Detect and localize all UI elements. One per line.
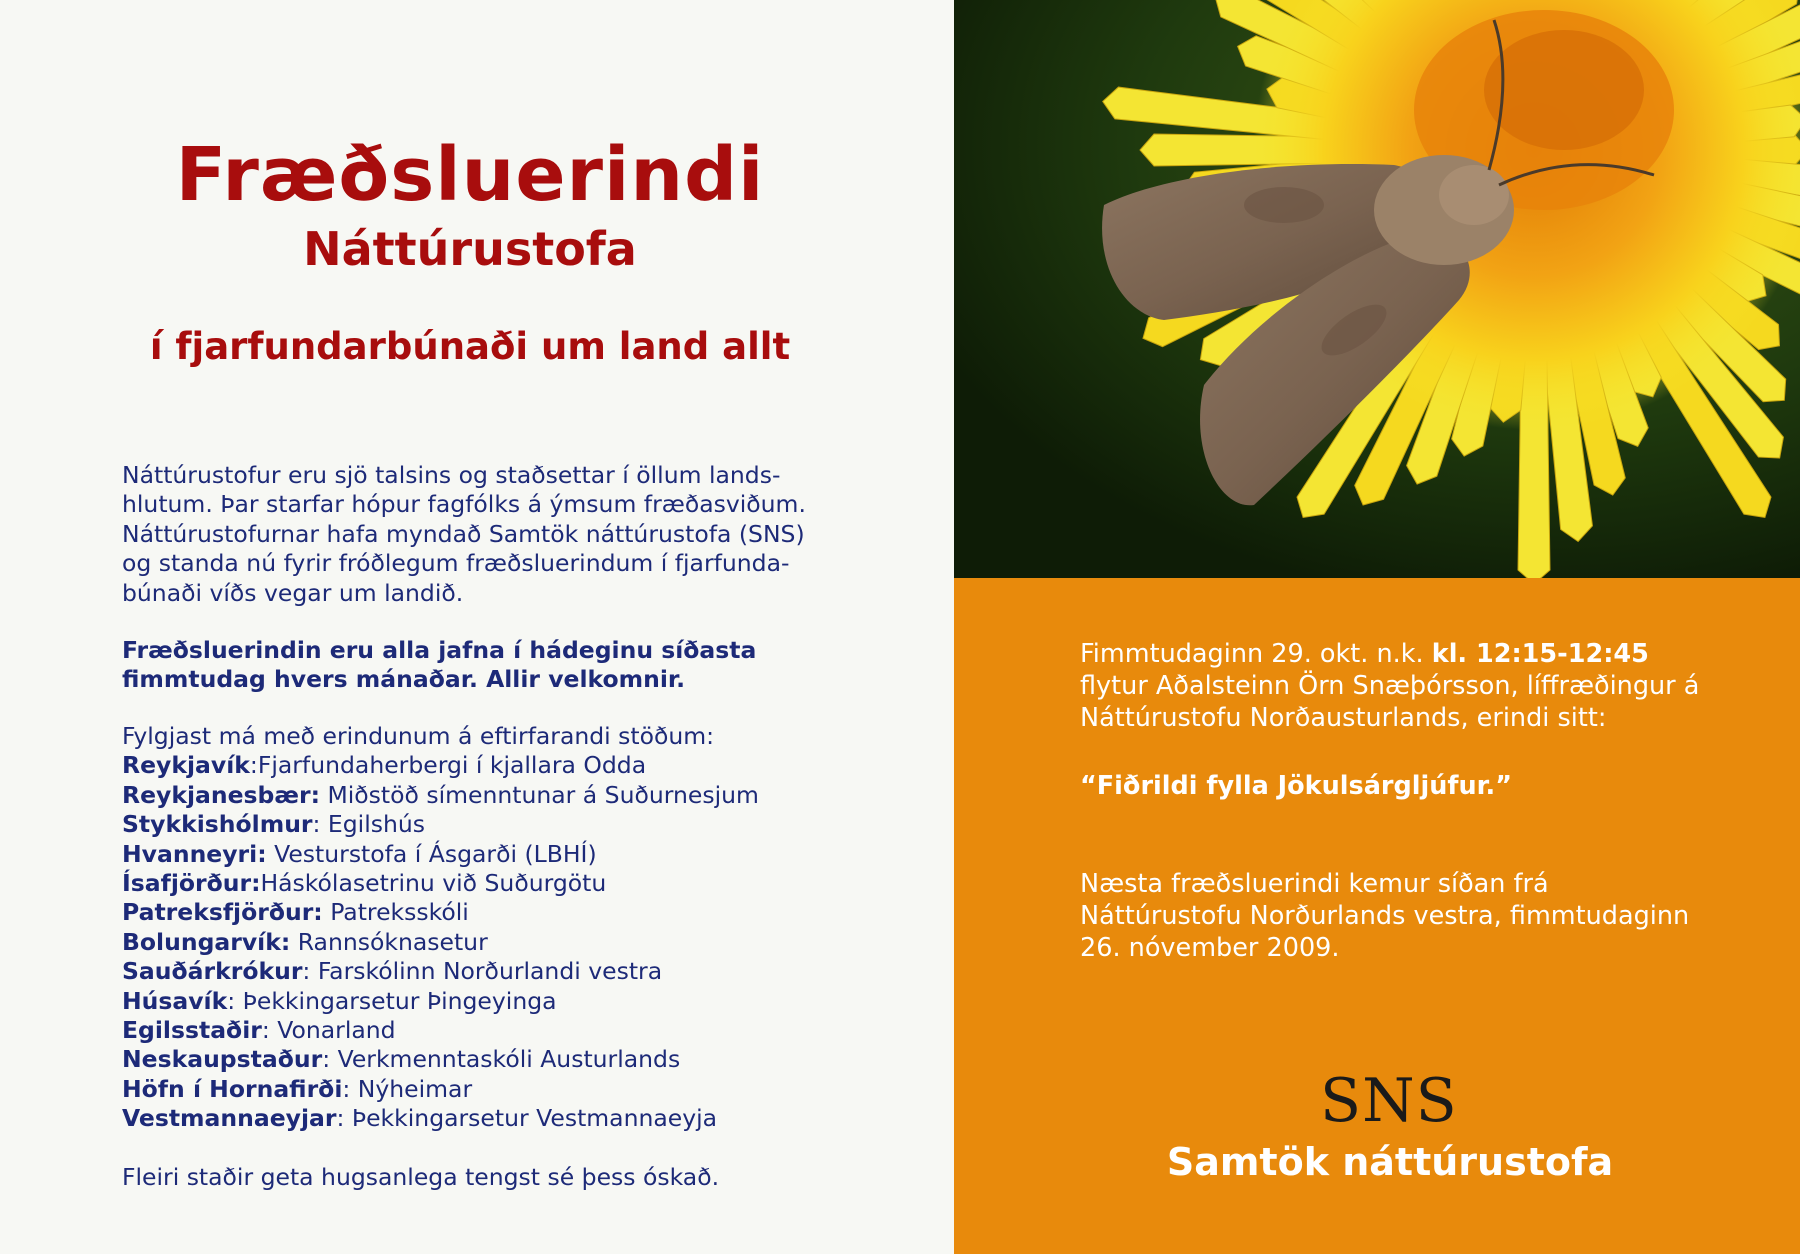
location-item [122,957,862,986]
talk-title: “Fiðrildi fylla Jökulsárgljúfur.” [1080,771,1512,801]
location-place: Höfn í Hornafirði [122,1074,343,1103]
org-name: Samtök náttúrustofa [1166,1140,1614,1184]
location-venue: Nýheimar [357,1074,473,1103]
location-venue: Háskólasetrinu við Suðurgötu [260,869,607,898]
location-place: Sauðárkrókur [122,957,303,986]
intro-line: Náttúrustofurnar hafa myndað Samtök náttúrustofa (SNS) [122,519,805,548]
locations-footer: Fleiri staðir geta hugsanlega tengst sé þess óskað. [122,1163,720,1191]
location-venue: Vonarland [277,1016,396,1045]
page-subtitle: Náttúrustofa [303,222,637,276]
location-item [122,928,862,957]
intro-line: og standa nú fyrir fróðlegum fræðsluerindum í fjarfunda- [122,549,790,578]
location-item [122,840,862,869]
photo-illustration [954,0,1800,578]
location-item [122,751,862,780]
location-sep: : [302,957,318,986]
location-place: Neskaupstaður [122,1045,323,1074]
location-venue: Fjarfundaherbergi í kjallara Odda [257,751,647,780]
location-place: Stykkishólmur [122,810,313,839]
location-venue: Miðstöð símenntunar á Suðurnesjum [327,780,759,809]
location-place: Ísafjörður: [122,869,261,898]
next-talk [1080,868,1780,964]
location-place: Patreksfjörður: [122,898,323,927]
location-sep: : [261,1016,278,1045]
event-host-line: Náttúrustofu Norðausturlands, erindi sitt: [1080,703,1607,733]
location-venue: Verkmenntaskóli Austurlands [337,1045,681,1074]
location-item [122,898,862,927]
event-date: Fimmtudaginn 29. okt. n.k. [1080,639,1432,669]
location-item [122,987,862,1016]
location-sep: : [312,810,328,839]
location-item [122,1075,862,1104]
event-time: kl. 12:15-12:45 [1431,639,1649,669]
location-place: Reykjanesbær: [122,780,320,809]
location-venue: Þekkingarsetur Vestmannaeyja [351,1104,718,1133]
location-venue: Patreksskóli [330,898,469,927]
location-item [122,1104,862,1133]
location-sep: : [336,1104,352,1133]
intro-line: hlutum. Þar starfar hópur fagfólks á ýmsum fræðasviðum. [122,490,806,519]
page-tagline: í fjarfundarbúnaði um land allt [149,325,791,368]
location-item [122,781,862,810]
location-item [122,810,862,839]
locations-heading: Fylgjast má með erindunum á eftirfarandi stöðum: [122,722,715,750]
schedule-paragraph [122,636,862,695]
moth-on-dandelion-photo [954,0,1800,578]
location-sep [290,928,297,956]
event-date-line [1080,638,1780,670]
location-venue: Vesturstofa í Ásgarði (LBHÍ) [274,839,597,868]
location-sep: : [227,986,243,1015]
location-item [122,1045,862,1074]
location-venue: Farskólinn Norðurlandi vestra [317,957,663,986]
location-sep [267,840,274,868]
intro-line: Náttúrustofur eru sjö talsins og staðsettar í öllum lands- [122,461,781,489]
event-speaker-line: flytur Aðalsteinn Örn Snæþórsson, líffræðingur á [1080,671,1700,701]
location-venue: Egilshús [327,810,426,839]
location-place: Bolungarvík: [122,927,291,956]
location-place: Húsavík [122,986,228,1015]
location-venue: Þekkingarsetur Þingeyinga [242,986,557,1015]
location-place: Egilsstaðir [122,1016,262,1045]
next-talk-line: Næsta fræðsluerindi kemur síðan frá [1080,869,1549,899]
location-place: Hvanneyri: [122,839,267,868]
location-place: Reykjavík [122,751,250,780]
next-talk-line: Náttúrustofu Norðurlands vestra, fimmtudaginn [1080,901,1690,931]
intro-line: búnaði víðs vegar um landið. [122,578,464,607]
schedule-line: Fræðsluerindin eru alla jafna í hádeginu síðasta [122,636,757,664]
intro-paragraph [122,461,862,608]
locations-list [122,722,862,1134]
location-item [122,869,862,898]
sns-logo: SNS [1320,1066,1458,1136]
next-talk-line: 26. nóvember 2009. [1080,933,1340,963]
event-details [1080,638,1780,734]
location-sep: : [249,751,258,780]
location-place: Vestmannaeyjar [122,1104,337,1133]
location-item [122,1016,862,1045]
schedule-line: fimmtudag hvers mánaðar. Allir velkomnir. [122,665,686,694]
page-title: Fræðsluerindi [175,132,765,218]
location-sep: : [342,1074,358,1103]
location-sep: : [322,1045,338,1074]
location-venue: Rannsóknasetur [297,927,488,956]
